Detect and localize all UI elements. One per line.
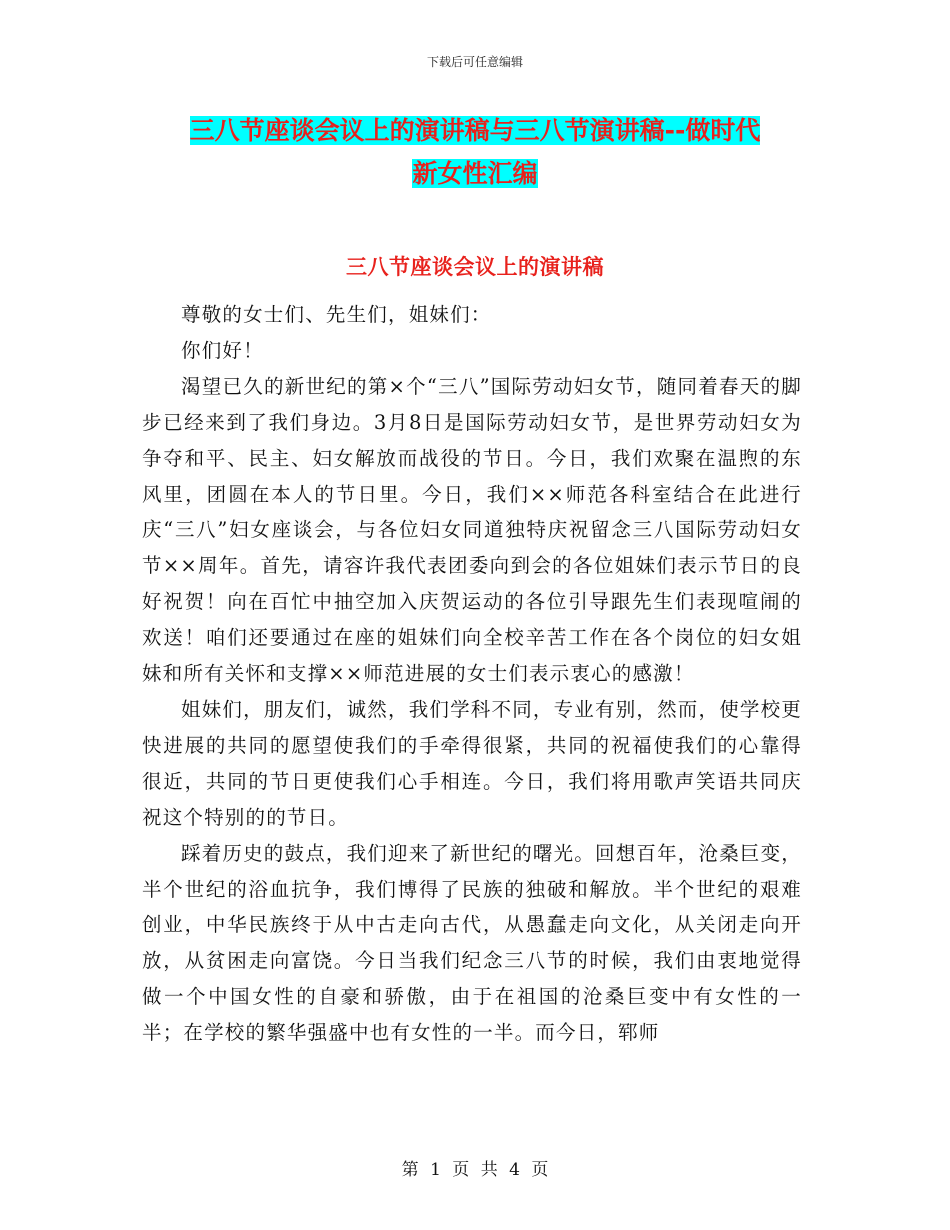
document-body (142, 297, 802, 1051)
paragraph-salutation: 尊敬的女士们、先生们，姐妹们： (181, 303, 492, 326)
paragraph-greeting: 你们好！ (181, 338, 264, 362)
paragraph-body-1: 渴望已久的新世纪的第×个“三八”国际劳动妇女节，随同着春天的脚步已经来到了我们身边。3月8日是国际劳动妇女节，是世界劳动妇女为争夺和平、民主、妇女解放而战役的节日。今日，我们欢聚在温煦的东风里，团圆在本人的节日里。今日，我们××师范各科室结合在此进行庆“三八”妇女座谈会，与各位妇女同道独特庆祝留念三八国际劳动妇女节××周年。首先，请容许我代表团委向到会的各位姐妹们表示节日的良好祝贺！向在百忙中抽空加入庆贺运动的各位引导跟先生们表现喧闹的欢送！咱们还要通过在座的姐妹们向全校辛苦工作在各个岗位的妇女姐妹和所有关怀和支撑××师范进展的女士们表示衷心的感激！ (142, 374, 802, 686)
document-title-line2 (0, 159, 950, 189)
header-note: 下载后可任意编辑 (426, 55, 523, 69)
document-title-line1 (0, 116, 950, 146)
document-title-text-1: 三八节座谈会议上的演讲稿与三八节演讲稿--做时代 (189, 116, 761, 145)
section-heading: 三八节座谈会议上的演讲稿 (346, 255, 604, 279)
paragraph-body-2: 姐妹们，朋友们，诚然，我们学科不同，专业有别，然而，使学校更快进展的共同的愿望使我们的手牵得很紧，共同的祝福使我们的心靠得很近，共同的节日更使我们心手相连。今日，我们将用歌声笑语共同庆祝这个特别的的节日。 (142, 697, 803, 829)
paragraph-body-3: 踩着历史的鼓点，我们迎来了新世纪的曙光。回想百年，沧桑巨变，半个世纪的浴血抗争，我们博得了民族的独破和解放。半个世纪的艰难创业，中华民族终于从中古走向古代，从愚蠢走向文化，从关闭走向开放，从贫困走向富饶。今日当我们纪念三八节的时候，我们由衷地觉得做一个中国女性的自豪和骄傲，由于在祖国的沧桑巨变中有女性的一半；在学校的繁华强盛中也有女性的一半。而今日，郓师 (142, 841, 803, 1045)
document-title-text-2: 新女性汇编 (412, 159, 538, 188)
page-footer: 第 1 页 共 4 页 (401, 1160, 549, 1180)
